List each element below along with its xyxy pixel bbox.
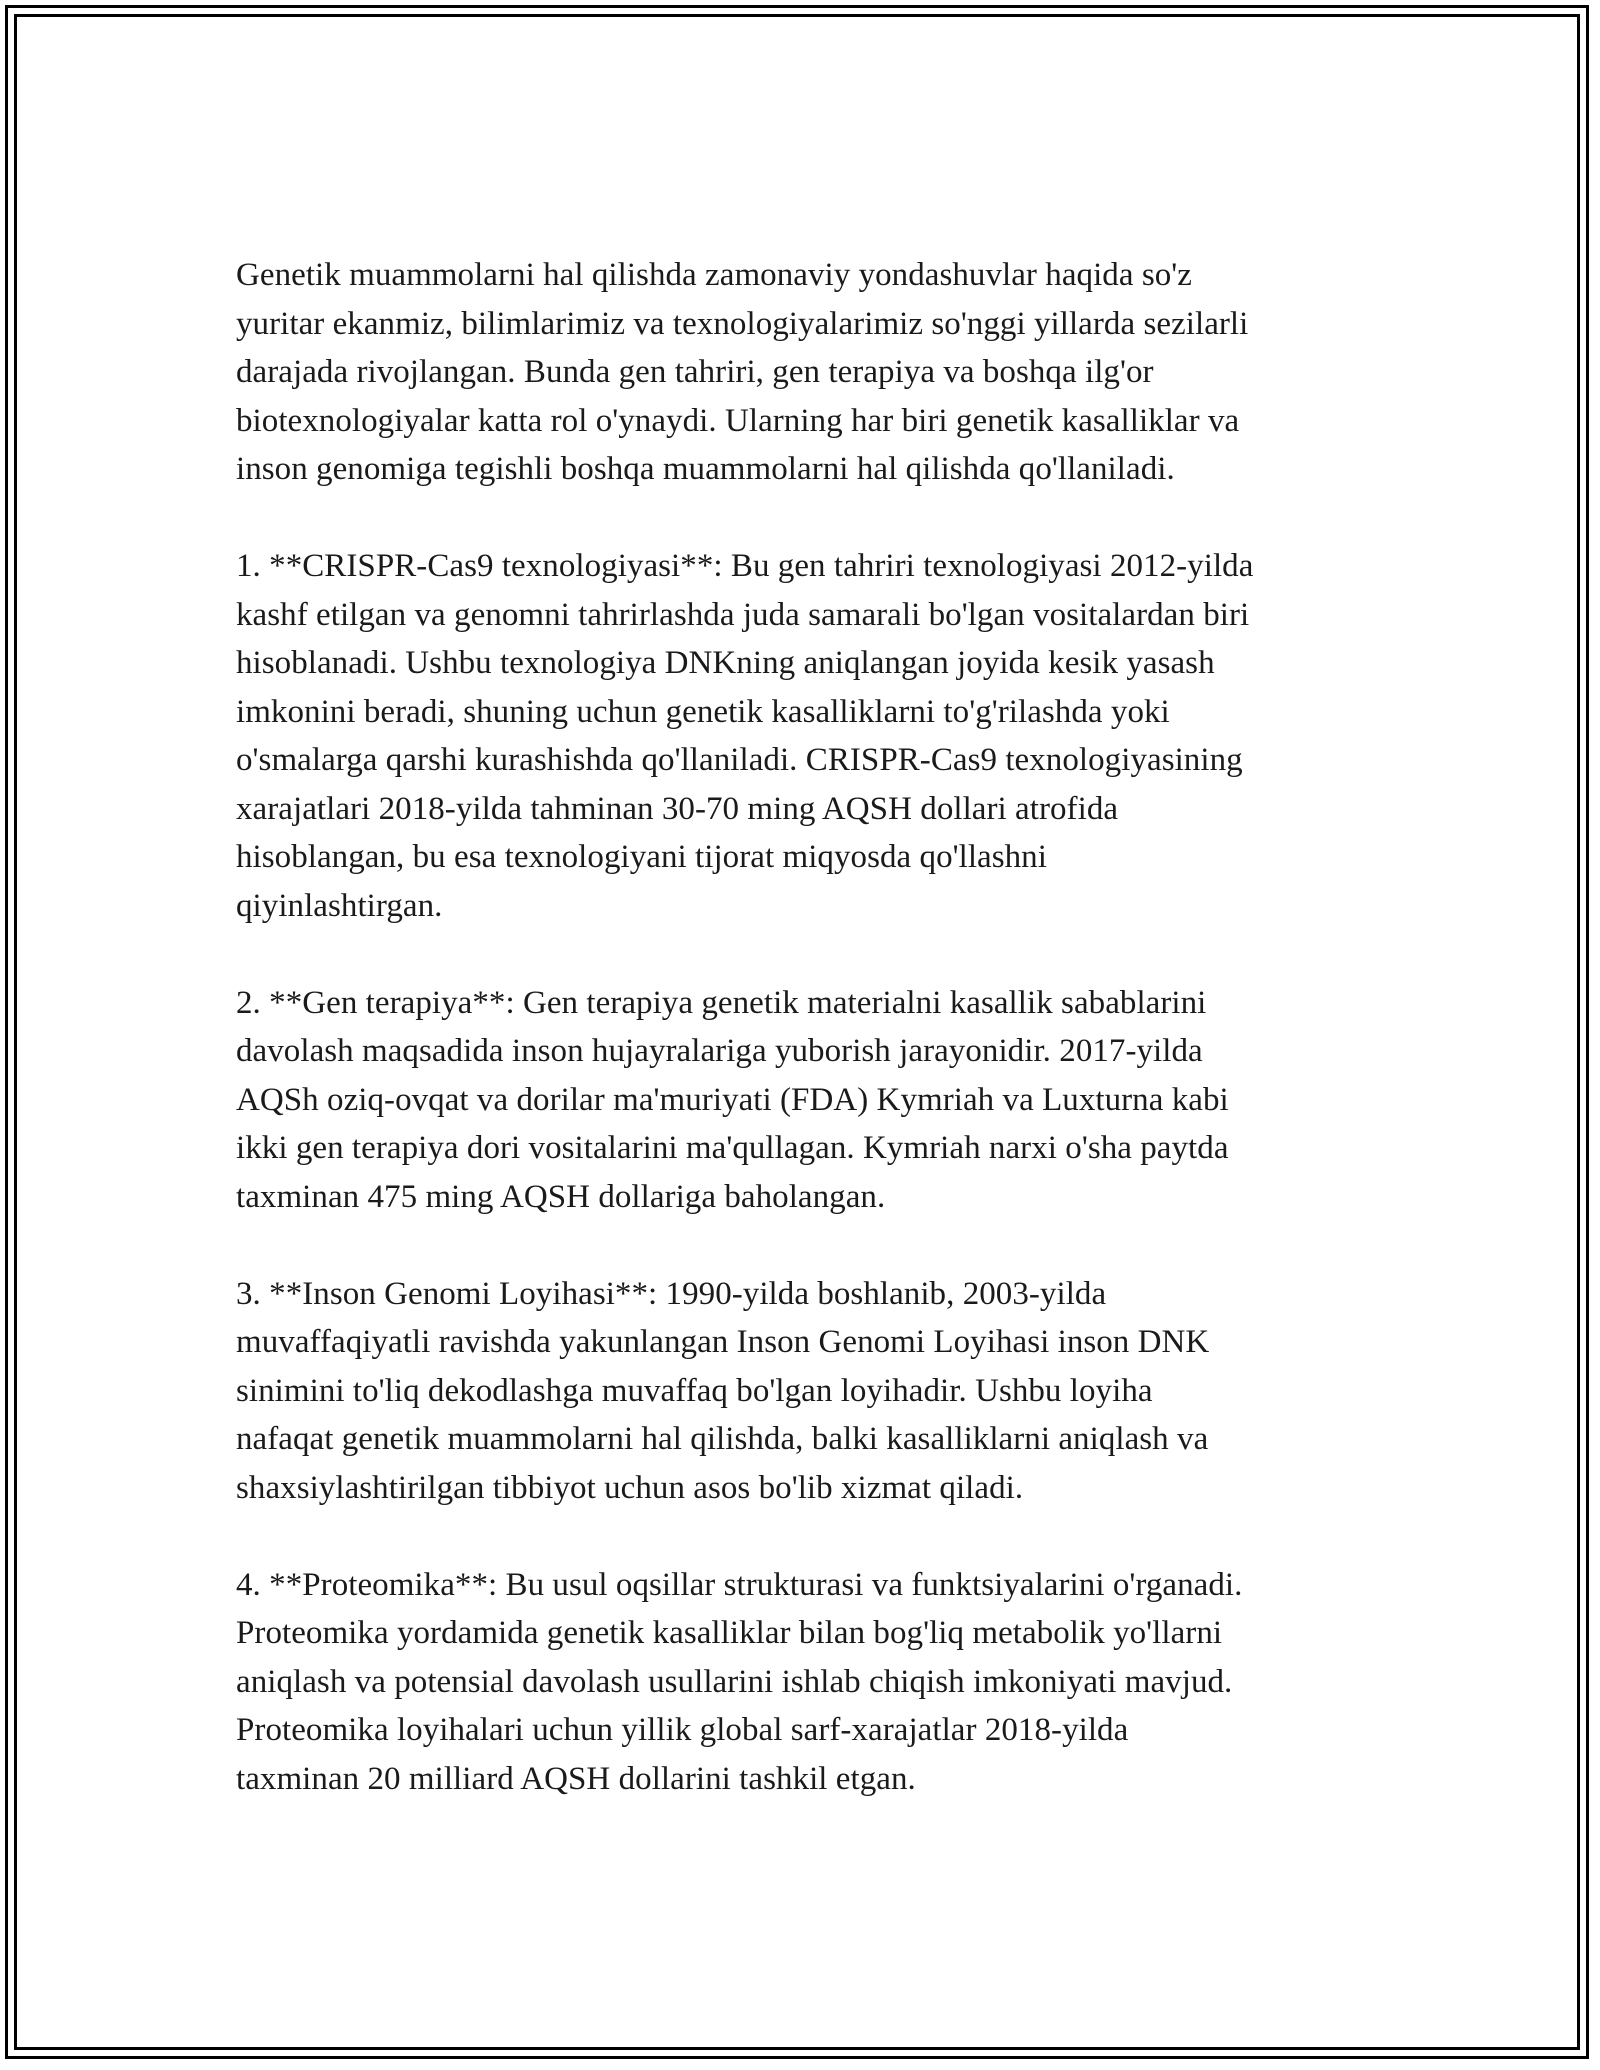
crispr-paragraph: 1. **CRISPR-Cas9 texnologiyasi**: Bu gen tahriri texnologiyasi 2012-yilda kashf etilgan va genomni tahrirlashda juda samarali bo'lgan vositalardan biri hisoblanadi. Ushbu texnologiya DNKning aniqlangan joyida kesik yasash imkonini beradi, shuning uchun genetik kasalliklarni to'g'rilashda yoki o'smalarga qarshi kurashishda qo'llaniladi. CRISPR-Cas9 texnologiyasining xarajatlari 2018-yilda tahminan 30-70 ming AQSH dollari atrofida hisoblangan, bu esa texnologiyani tijorat miqyosda qo'llashni qiyinlashtirgan. <box>236 548 1254 924</box>
proteomics-paragraph: 4. **Proteomika**: Bu usul oqsillar strukturasi va funktsiyalarini o'rganadi. Proteomika yordamida genetik kasalliklar bilan bog'liq metabolik yo'llarni aniqlash va potensial davolash usullarini ishlab chiqish imkoniyati mavjud. Proteomika loyihalari uchun yillik global sarf-xarajatlar 2018-yilda taxminan 20 milliard AQSH dollarini tashkil etgan. <box>236 1566 1243 1797</box>
gene-therapy-paragraph: 2. **Gen terapiya**: Gen terapiya genetik materialni kasallik sabablarini davolash maqsadida inson hujayralariga yuborish jarayonidir. 2017-yilda AQSh oziq-ovqat va dorilar ma'muriyati (FDA) Kymriah va Luxturna kabi ikki gen terapiya dori vositalarini ma'qullagan. Kymriah narxi o'sha paytda taxminan 475 ming AQSH dollariga baholangan. <box>236 984 1229 1215</box>
document-body <box>236 251 1386 1803</box>
human-genome-paragraph: 3. **Inson Genomi Loyihasi**: 1990-yilda boshlanib, 2003-yilda muvaffaqiyatli ravishda yakunlangan Inson Genomi Loyihasi inson DNK sinimini to'liq dekodlashga muvaffaq bo'lgan loyihadir. Ushbu loyiha nafaqat genetik muammolarni hal qilishda, balki kasalliklarni aniqlash va shaxsiylashtirilgan tibbiyot uchun asos bo'lib xizmat qiladi. <box>236 1275 1210 1506</box>
intro-paragraph: Genetik muammolarni hal qilishda zamonaviy yondashuvlar haqida so'z yuritar ekanmiz, bilimlarimiz va texnologiyalarimiz so'nggi yillarda sezilarli darajada rivojlangan. Bunda gen tahriri, gen terapiya va boshqa ilg'or biotexnologiyalar katta rol o'ynaydi. Ularning har biri genetik kasalliklar va inson genomiga tegishli boshqa muammolarni hal qilishda qo'llaniladi. <box>236 257 1249 487</box>
